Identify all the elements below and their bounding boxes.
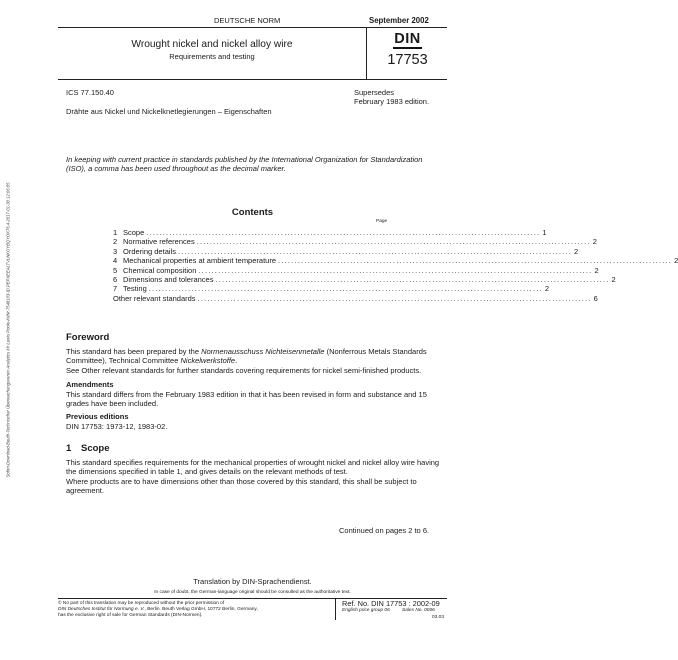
contents-heading: Contents xyxy=(231,207,274,218)
toc-item[interactable] xyxy=(113,246,579,256)
toc-item-number: 4 xyxy=(113,256,118,266)
toc-item-number: 5 xyxy=(113,265,118,275)
toc-item-page: 2 xyxy=(594,265,599,275)
technical-committee-name: Nickelwerkstoffe xyxy=(180,356,236,366)
decimal-marker-notice: In keeping with current practice in standards published by the International Organization for Standardization (ISO), a comma has been used throughout as the decimal marker. xyxy=(66,155,423,174)
toc-item-page: 6 xyxy=(593,293,598,303)
toc-leader: ........................................................................................................................ xyxy=(146,228,541,237)
scope-heading xyxy=(66,443,110,454)
toc-item-label: Mechanical properties at ambient temperature xyxy=(123,256,276,266)
publisher-address: , Berlin. Beuth Verlag GmbH, 10772 Berlin, Germany, xyxy=(144,607,258,612)
foreword-text: This standard has been prepared by the xyxy=(66,347,202,356)
foreword-text: (Nonferrous Metals Standards Committee), Technical Committee xyxy=(66,347,427,366)
sales-number: Sales No. 0006 xyxy=(402,608,435,613)
din-number: 17753 xyxy=(387,52,428,68)
supersedes-line-1: Supersedes xyxy=(354,88,395,97)
toc-item-page: 1 xyxy=(542,228,547,237)
toc-item-page: 2 xyxy=(544,284,549,294)
committee-name: Normenausschuss Nichteisenmetalle xyxy=(201,347,325,356)
din-logo-block xyxy=(368,30,447,68)
din-logo-text: DIN xyxy=(394,31,421,47)
foreword-paragraph-1 xyxy=(66,347,444,366)
toc-item-label: Chemical composition xyxy=(123,265,197,275)
scope-number: 1 xyxy=(66,443,72,454)
toc-leader: ........................................................................................................................ xyxy=(215,274,610,284)
title-box-top-rule xyxy=(58,27,447,28)
toc-leader: ........................................................................................................................ xyxy=(278,256,673,266)
toc-item[interactable] xyxy=(113,265,599,275)
scope-paragraph-1: This standard specifies requirements for the mechanical properties of wrought nickel and nickel alloy wire having the dimensions specified in table 1, and gives details on the relevant methods of test. xyxy=(66,458,440,477)
amendments-heading: Amendments xyxy=(66,380,114,389)
price-group: English price group 06 xyxy=(342,608,390,613)
contents-list xyxy=(113,228,678,303)
footer-divider xyxy=(335,598,336,620)
translation-disclaimer: In case of doubt, the German-language original should be consulted as the authoritative text. xyxy=(154,590,351,595)
din-logo xyxy=(393,31,421,49)
toc-item[interactable] xyxy=(113,284,549,294)
toc-item-label: Other relevant standards xyxy=(113,293,196,303)
title-main: Wrought nickel and nickel alloy wire xyxy=(131,39,293,50)
header-date: September 2002 xyxy=(369,16,429,25)
copyright-line-3: has the exclusive right of sale for German Standards (DIN-Normen). xyxy=(58,613,203,618)
toc-item-page: 2 xyxy=(611,274,616,284)
amendments-text: This standard differs from the February 1983 edition in that it has been revised in form and substance and 15 grades have been included. xyxy=(66,390,427,409)
toc-leader: ........................................................................................................................ xyxy=(196,237,591,247)
foreword-text: . xyxy=(235,356,238,366)
toc-item-number: 6 xyxy=(113,274,118,284)
toc-item-label: Dimensions and tolerances xyxy=(123,274,214,284)
edition-code: 03.03 xyxy=(432,615,445,620)
toc-leader: ........................................................................................................................ xyxy=(177,246,573,256)
continued-note: Continued on pages 2 to 6. xyxy=(339,526,430,535)
foreword-paragraph-2: See Other relevant standards for further standards covering requirements for nickel semi-finished products. xyxy=(66,366,422,375)
previous-editions-heading: Previous editions xyxy=(66,412,129,421)
toc-item-label: Scope xyxy=(123,228,145,237)
toc-item-number: 7 xyxy=(113,284,118,294)
side-download-stamp xyxy=(3,0,13,660)
title-sub: Requirements and testing xyxy=(169,52,255,61)
german-title: Drähte aus Nickel und Nickelknetlegierungen – Eigenschaften xyxy=(66,107,272,116)
translation-note: Translation by DIN-Sprachendienst. xyxy=(193,577,312,586)
toc-item-number: 1 xyxy=(113,228,118,237)
copyright-notice xyxy=(58,601,332,619)
toc-item[interactable] xyxy=(113,293,598,303)
toc-item-label: Ordering details xyxy=(123,246,176,256)
toc-leader: ........................................................................................................................ xyxy=(198,265,593,275)
supersedes-block xyxy=(354,88,429,107)
toc-item[interactable] xyxy=(113,237,597,247)
toc-item[interactable] xyxy=(113,228,547,237)
toc-leader: ........................................................................................................................ xyxy=(148,284,543,294)
toc-item-page: 2 xyxy=(574,246,579,256)
document-title xyxy=(58,39,366,61)
toc-item-page: 2 xyxy=(592,237,597,247)
contents-page-label: Page xyxy=(376,219,388,224)
toc-item[interactable] xyxy=(113,274,616,284)
title-box-bottom-rule xyxy=(58,79,447,80)
side-stamp-text: Sofort-Download-Beuth-Technischer Überwachungsverein Analytics Mr Lewis Poole-KdNr.7548103-ID.PEPXEEALTVLNKOYBQYOK76.4-2017-01-30 12:06:05 xyxy=(5,182,11,478)
toc-item-label: Testing xyxy=(123,284,147,294)
publisher-name: DIN Deutsches Institut für Normung e. V. xyxy=(58,607,145,612)
scope-paragraph-2: Where products are to have dimensions other than those covered by this standard, this shall be subject to agreement. xyxy=(66,477,417,496)
toc-item-number: 3 xyxy=(113,246,118,256)
header-deutsche-norm: DEUTSCHE NORM xyxy=(214,16,281,25)
foreword-heading: Foreword xyxy=(66,332,110,343)
title-box-divider xyxy=(366,27,367,80)
copyright-line-1: © No part of this translation may be reproduced without the prior permission of xyxy=(58,601,225,606)
supersedes-line-2: February 1983 edition. xyxy=(354,97,430,107)
toc-item[interactable] xyxy=(113,256,678,266)
toc-leader: ........................................................................................................................ xyxy=(197,293,592,303)
toc-item-label: Normative references xyxy=(123,237,195,247)
scope-title: Scope xyxy=(81,443,110,454)
toc-item-number: 2 xyxy=(113,237,118,247)
ics-code: ICS 77.150.40 xyxy=(66,88,114,97)
toc-item-page: 2 xyxy=(674,256,678,266)
previous-editions-text: DIN 17753: 1973-12, 1983-02. xyxy=(66,422,168,431)
reference-number: Ref. No. DIN 17753 : 2002-09 xyxy=(342,599,440,608)
